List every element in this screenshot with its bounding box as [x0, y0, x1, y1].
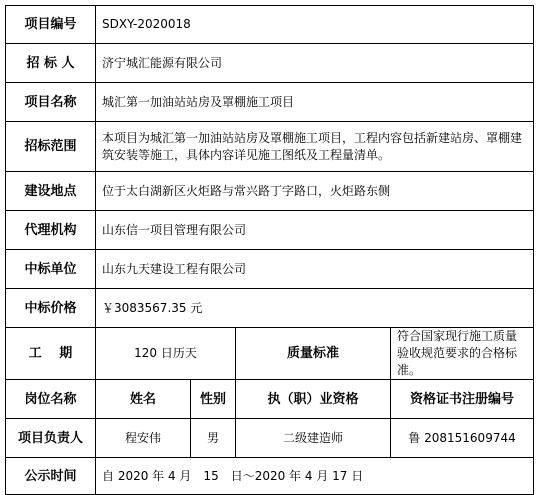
duration-label: 工 期: [6, 328, 96, 380]
staff-qualification: 二级建造师: [236, 419, 391, 458]
scope-label: 招标范围: [6, 122, 96, 172]
row-tenderer: [6, 44, 534, 83]
row-staff: [6, 419, 534, 458]
row-scope: [6, 122, 534, 172]
project-name-value: 城汇第一加油站站房及罩棚施工项目: [96, 83, 534, 122]
row-price: [6, 289, 534, 328]
row-publicity: [6, 458, 534, 495]
agency-value: 山东信一项目管理有限公司: [96, 211, 534, 250]
price-label: 中标价格: [6, 289, 96, 328]
location-value: 位于太白湖新区火炬路与常兴路丁字路口，火炬路东侧: [96, 172, 534, 211]
quality-label: 质量标准: [236, 328, 391, 380]
staff-gender: 男: [191, 419, 236, 458]
row-staff-header: [6, 380, 534, 419]
row-winner: [6, 250, 534, 289]
bid-award-table: [5, 5, 534, 495]
tenderer-value: 济宁城汇能源有限公司: [96, 44, 534, 83]
publicity-value: 自 2020 年 4 月 15 日～2020 年 4 月 17 日: [96, 458, 534, 495]
scope-value: 本项目为城汇第一加油站站房及罩棚施工项目，工程内容包括新建站房、罩棚建筑安装等施工，具体内容详见施工图纸及工程量清单。: [96, 122, 534, 172]
project-name-label: 项目名称: [6, 83, 96, 122]
row-project-name: [6, 83, 534, 122]
location-label: 建设地点: [6, 172, 96, 211]
staff-cert-no: 鲁 208151609744: [391, 419, 534, 458]
tenderer-label: 招 标 人: [6, 44, 96, 83]
row-project-no: [6, 6, 534, 44]
staff-role: 项目负责人: [6, 419, 96, 458]
row-agency: [6, 211, 534, 250]
project-no-label: 项目编号: [6, 6, 96, 44]
winner-value: 山东九天建设工程有限公司: [96, 250, 534, 289]
row-location: [6, 172, 534, 211]
staff-role-header: 岗位名称: [6, 380, 96, 419]
staff-qualification-header: 执（职）业资格: [236, 380, 391, 419]
winner-label: 中标单位: [6, 250, 96, 289]
duration-value: 120 日历天: [96, 328, 236, 380]
staff-name: 程安伟: [96, 419, 191, 458]
row-duration: [6, 328, 534, 380]
staff-gender-header: 性别: [191, 380, 236, 419]
agency-label: 代理机构: [6, 211, 96, 250]
staff-cert-header: 资格证书注册编号: [391, 380, 534, 419]
price-value: ￥3083567.35 元: [96, 289, 534, 328]
staff-name-header: 姓名: [96, 380, 191, 419]
quality-value: 符合国家现行施工质量验收规范要求的合格标准。: [391, 328, 534, 380]
publicity-label: 公示时间: [6, 458, 96, 495]
project-no-value: SDXY-2020018: [96, 6, 534, 44]
